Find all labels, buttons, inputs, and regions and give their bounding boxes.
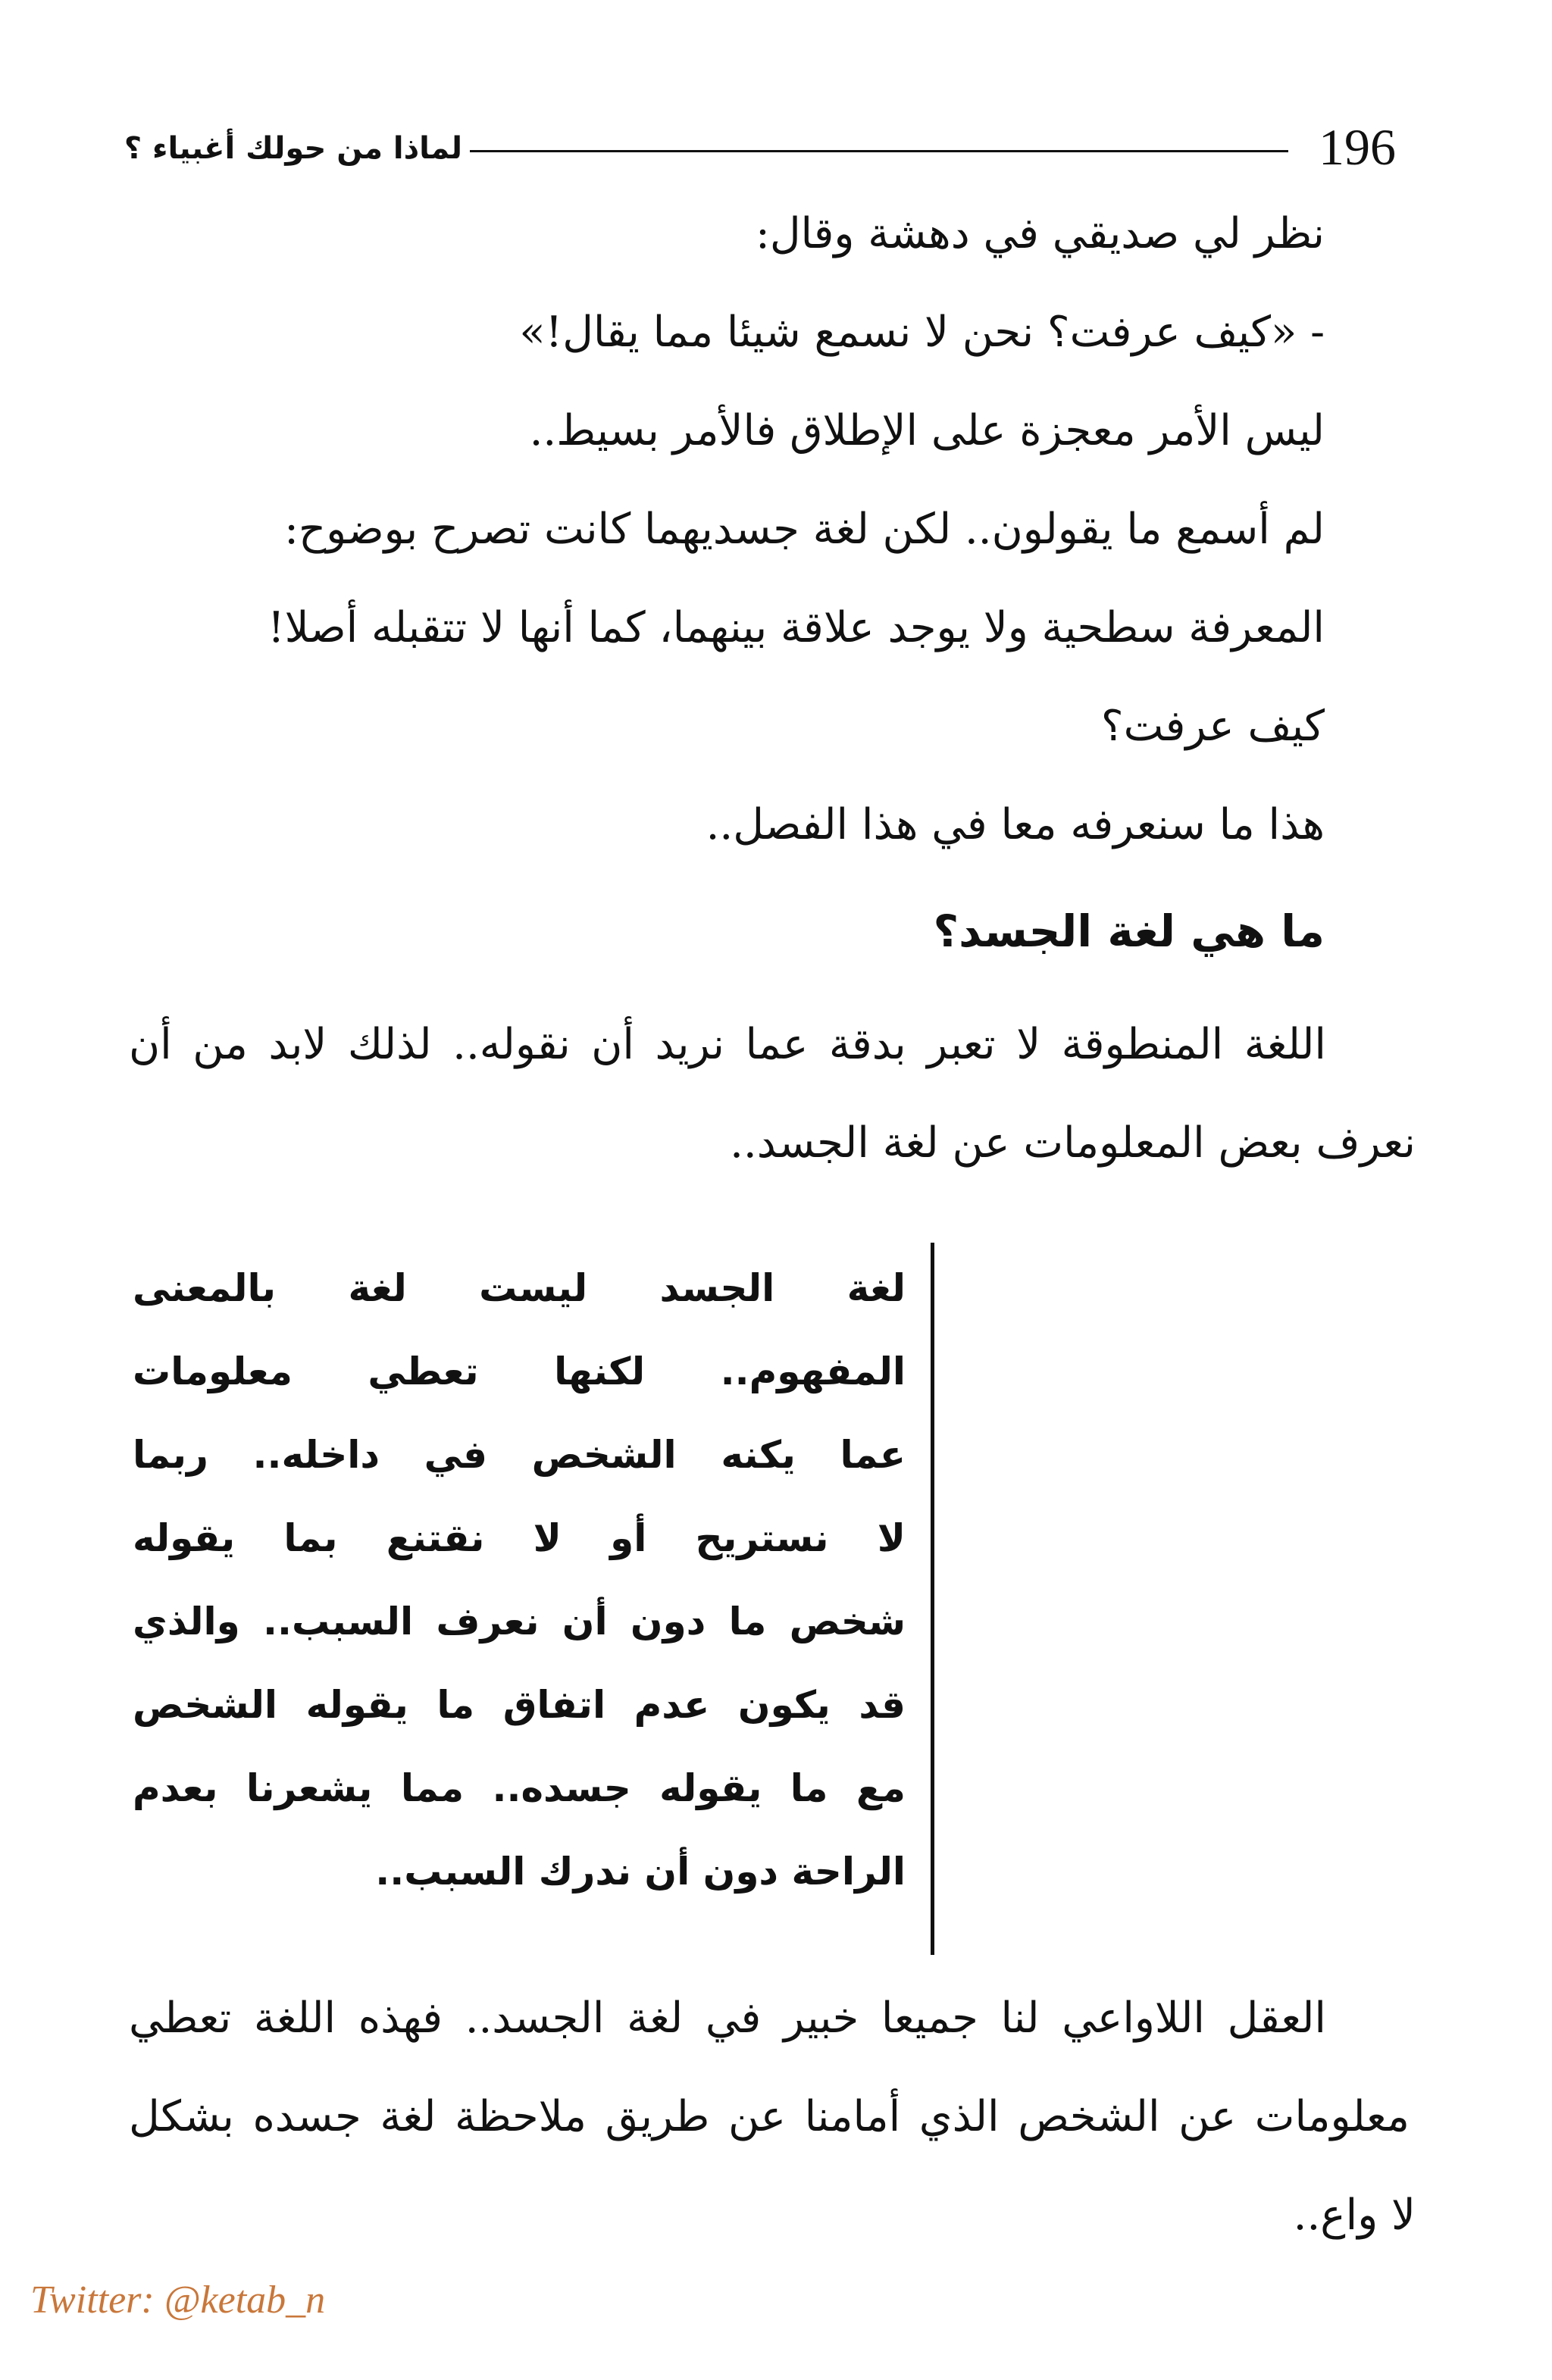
running-title: لماذا من حولك أغبياء ؟	[124, 131, 462, 166]
closing-para-line: معلومات عن الشخص الذي أمامنا عن طريق ملاحظة لغة جسده بشكل	[129, 2092, 1410, 2141]
intro-line: ليس الأمر معجزة على الإطلاق فالأمر بسيط..	[529, 406, 1325, 455]
highlight-box-line: عما يكنه الشخص في داخله.. ربما	[133, 1433, 906, 1477]
highlight-box-line: لغة الجسد ليست لغة بالمعنى	[133, 1266, 906, 1310]
header-rule	[470, 150, 1288, 152]
section-para-line: اللغة المنطوقة لا تعبر بدقة عما نريد أن نقوله.. لذلك لابد من أن	[129, 1020, 1326, 1069]
highlight-box-line: لا نستريح أو لا نقتنع بما يقوله	[133, 1516, 906, 1560]
page-number: 196	[1319, 118, 1396, 176]
intro-line: لم أسمع ما يقولون.. لكن لغة جسديهما كانت تصرح بوضوح:	[284, 505, 1325, 554]
intro-line: المعرفة سطحية ولا يوجد علاقة بينهما، كما أنها لا تتقبله أصلا!	[268, 603, 1325, 652]
highlight-box-line: مع ما يقوله جسده.. مما يشعرنا بعدم	[133, 1766, 906, 1810]
intro-line: نظر لي صديقي في دهشة وقال:	[755, 209, 1325, 258]
intro-line: كيف عرفت؟	[1100, 702, 1325, 751]
highlight-box-line: قد يكون عدم اتفاق ما يقوله الشخص	[133, 1683, 906, 1727]
highlight-box-line: شخص ما دون أن نعرف السبب.. والذي	[133, 1600, 906, 1643]
highlight-box-line: المفهوم.. لكنها تعطي معلومات	[133, 1350, 906, 1393]
section-para-line: نعرف بعض المعلومات عن لغة الجسد..	[730, 1118, 1416, 1168]
section-heading: ما هي لغة الجسد؟	[933, 905, 1325, 957]
highlight-box-rule	[931, 1243, 934, 1955]
closing-para-line: العقل اللاواعي لنا جميعا خبير في لغة الجسد.. فهذه اللغة تعطي	[129, 1994, 1326, 2043]
closing-para-line: لا واع..	[1293, 2191, 1416, 2240]
twitter-watermark: Twitter: @ketab_n	[30, 2278, 326, 2322]
highlight-box-line: الراحة دون أن ندرك السبب..	[375, 1850, 906, 1894]
intro-line: هذا ما سنعرفه معا في هذا الفصل..	[706, 800, 1325, 849]
intro-line: - «كيف عرفت؟ نحن لا نسمع شيئا مما يقال!»	[519, 308, 1325, 357]
